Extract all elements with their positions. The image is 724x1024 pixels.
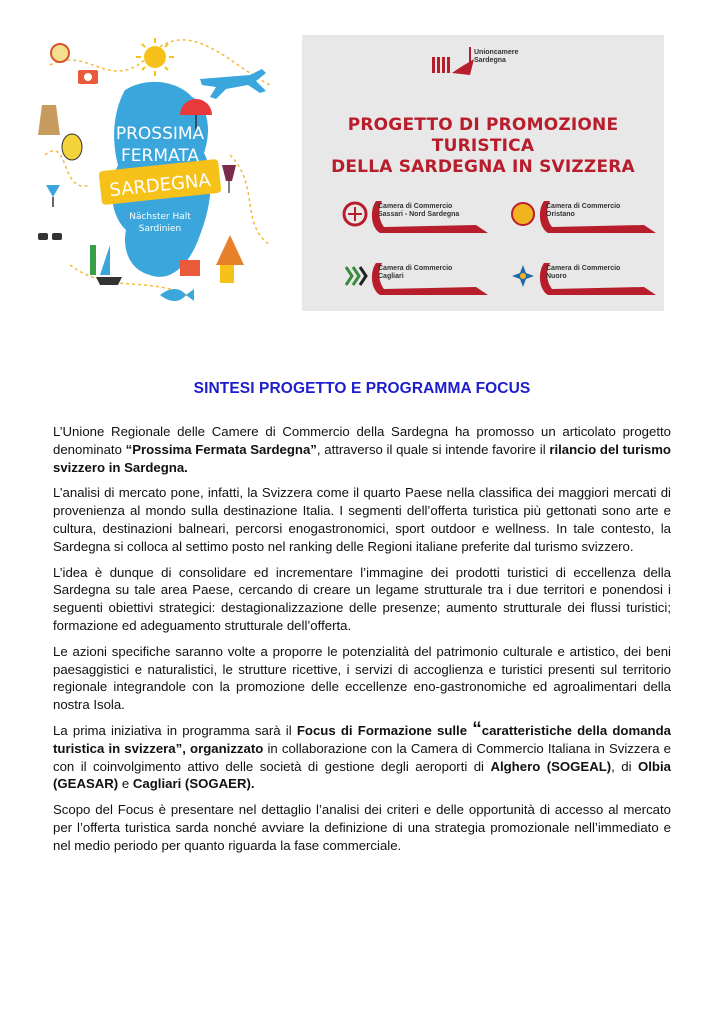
poster-subtitle-2: Sardinien [138,224,182,234]
paragraph-2: L’analisi di mercato pone, infatti, la Svizzera come il quarto Paese nella classifica dei maggiori mercati di provenienza al mondo sulla destinazione Italia. I segmenti dell’offerta turistica più gettonati sono arte e cultura, destinazioni balneari, percorsi enogastronomici, sport outdoor e wellness. In tale contesto, la Sardegna si colloca al settimo posto nel ranking delle Regioni italiane preferite dal turismo svizzero. [53,485,671,554]
unioncamere-label: Unioncamere Sardegna [474,49,519,64]
chamber-logo-nuoro: Camera di Commercio Nuoro [510,261,660,301]
paragraph-6: Scopo del Focus è presentare nel dettaglio l’analisi dei criteri e delle opportunità di accesso al mercato per l’offerta turistica sarda nonché avviare la definizione di una strategia promozionale nell’immediato e nel medio periodo per quanto riguarda la fase commerciale. [53,802,671,853]
poster-line2: FERMATA [120,146,200,166]
nuoro-emblem-icon [510,263,536,289]
poster-line3: SARDEGNA [108,169,212,202]
poster-line1: PROSSIMA [115,124,205,144]
poster-illustration [30,35,300,311]
unioncamere-logo-icon [430,47,474,82]
paragraph-4: Le azioni specifiche saranno volte a proporre le potenzialità del patrimonio culturale e artistico, dei beni paesaggistici e naturalistici, le strutture ricettive, i servizi di accoglienza e turistici presenti sul territorio regionale integrandole con la promozione delle eccellenze eno-gastronomiche ed agroalimentari della nostra Isola. [53,643,671,713]
chamber-logo-cagliari: Camera di Commercio Cagliari [342,261,492,301]
paragraph-5: La prima iniziativa in programma sarà il Focus di Formazione sulle “caratteristiche della domanda turistica in svizzera”, organizzato in collaborazione con la Camera di Commercio Italiana in Svizzera e con il coinvolgimento attivo delle società di gestione degli aeroporti di Alghero (SOGEAL), di Olbia (GEASAR) e Cagliari (SOGAER). [53,718,672,792]
paragraph-3: L’idea è dunque di consolidare ed incrementare l’immagine dei prodotti turistici di eccellenza della Sardegna su tale area Paese, cercando di creare un legame strutturale tra i due territori e ponendosi i seguenti obiettivi strategici: destagionalizzazione delle presenze; aumento strutturale dei flussi turistici; formazione ed adeguamento strutturale dell’offerta. [53,564,671,633]
oristano-emblem-icon [510,201,536,227]
banner-title-line2: DELLA SARDEGNA IN SVIZZERA [331,157,635,177]
header-banner [302,35,664,311]
paragraph-1: L’Unione Regionale delle Camere di Commercio della Sardegna ha promosso un articolato progetto denominato “Prossima Fermata Sardegna”, attraverso il quale si intende favorire il rilancio del turismo svizzero in Sardegna. [53,424,671,475]
banner-title [302,115,664,178]
cagliari-emblem-icon [342,263,368,289]
sassari-emblem-icon [342,201,368,227]
banner-title-line1: PROGETTO DI PROMOZIONE TURISTICA [347,115,619,156]
chamber-logo-sassari: Camera di Commercio Sassari - Nord Sardegna [342,199,492,239]
document-body [53,423,671,863]
poster-subtitle-1: Nächster Halt [129,212,191,222]
chamber-logo-oristano: Camera di Commercio Oristano [510,199,660,239]
page-title: SINTESI PROGETTO E PROGRAMMA FOCUS [193,380,531,397]
